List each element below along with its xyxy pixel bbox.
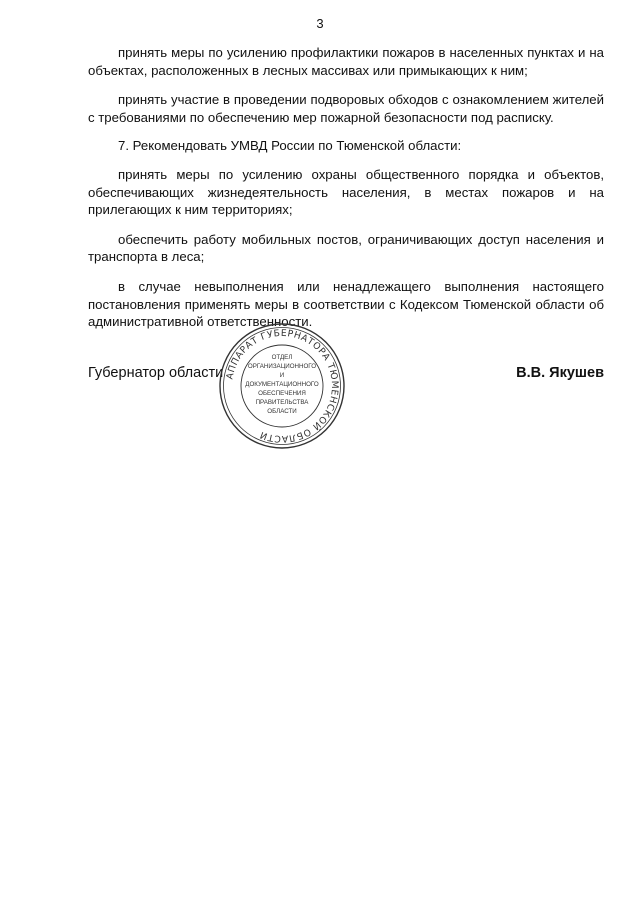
stamp-line: И [279,372,285,379]
paragraph-public-order: принять меры по усилению охраны общественного порядка и объектов, обеспечивающих жизнедеятельность населения, в местах пожаров и на прилегающих к ним территориях; [88,166,604,218]
stamp-line: ОБЕСПЕЧЕНИЯ [258,390,306,397]
paragraph-mobile-posts: обеспечить работу мобильных постов, ограничивающих доступ населения и транспорта в леса; [88,231,604,265]
stamp-ring-text: АППАРАТ ГУБЕРНАТОРА ТЮМЕНСКОЙ ОБЛАСТИ [224,327,341,445]
paragraph-recommendation-umvd: 7. Рекомендовать УМВД России по Тюменской области: [118,138,462,154]
stamp-line: ДОКУМЕНТАЦИОННОГО [245,381,319,388]
paragraph-house-inspections: принять участие в проведении подворовых обходов с ознакомлением жителей с требованиями по обеспечению мер пожарной безопасности под расписку. [88,92,604,125]
document-body [88,44,604,331]
paragraph-fire-prevention: принять меры по усилению профилактики пожаров в населенных пунктах и на объектах, расположенных в лесных массивах или примыкающих к ним; [88,45,604,78]
stamp-line: ПРАВИТЕЛЬСТВА [255,399,309,406]
official-stamp [218,322,346,450]
stamp-line: ОТДЕЛ [271,354,293,361]
stamp-line: ОРГАНИЗАЦИОННОГО [247,363,317,370]
signatory-name: В.В. Якушев [516,365,604,381]
paragraph-liability: в случае невыполнения или ненадлежащего выполнения настоящего постановления применять меры в соответствии с Кодексом Тюменской области об административной ответственности. [88,278,604,330]
stamp-line: ОБЛАСТИ [267,408,297,415]
page-number: 3 [316,16,324,31]
signatory-title: Губернатор области [88,365,224,381]
